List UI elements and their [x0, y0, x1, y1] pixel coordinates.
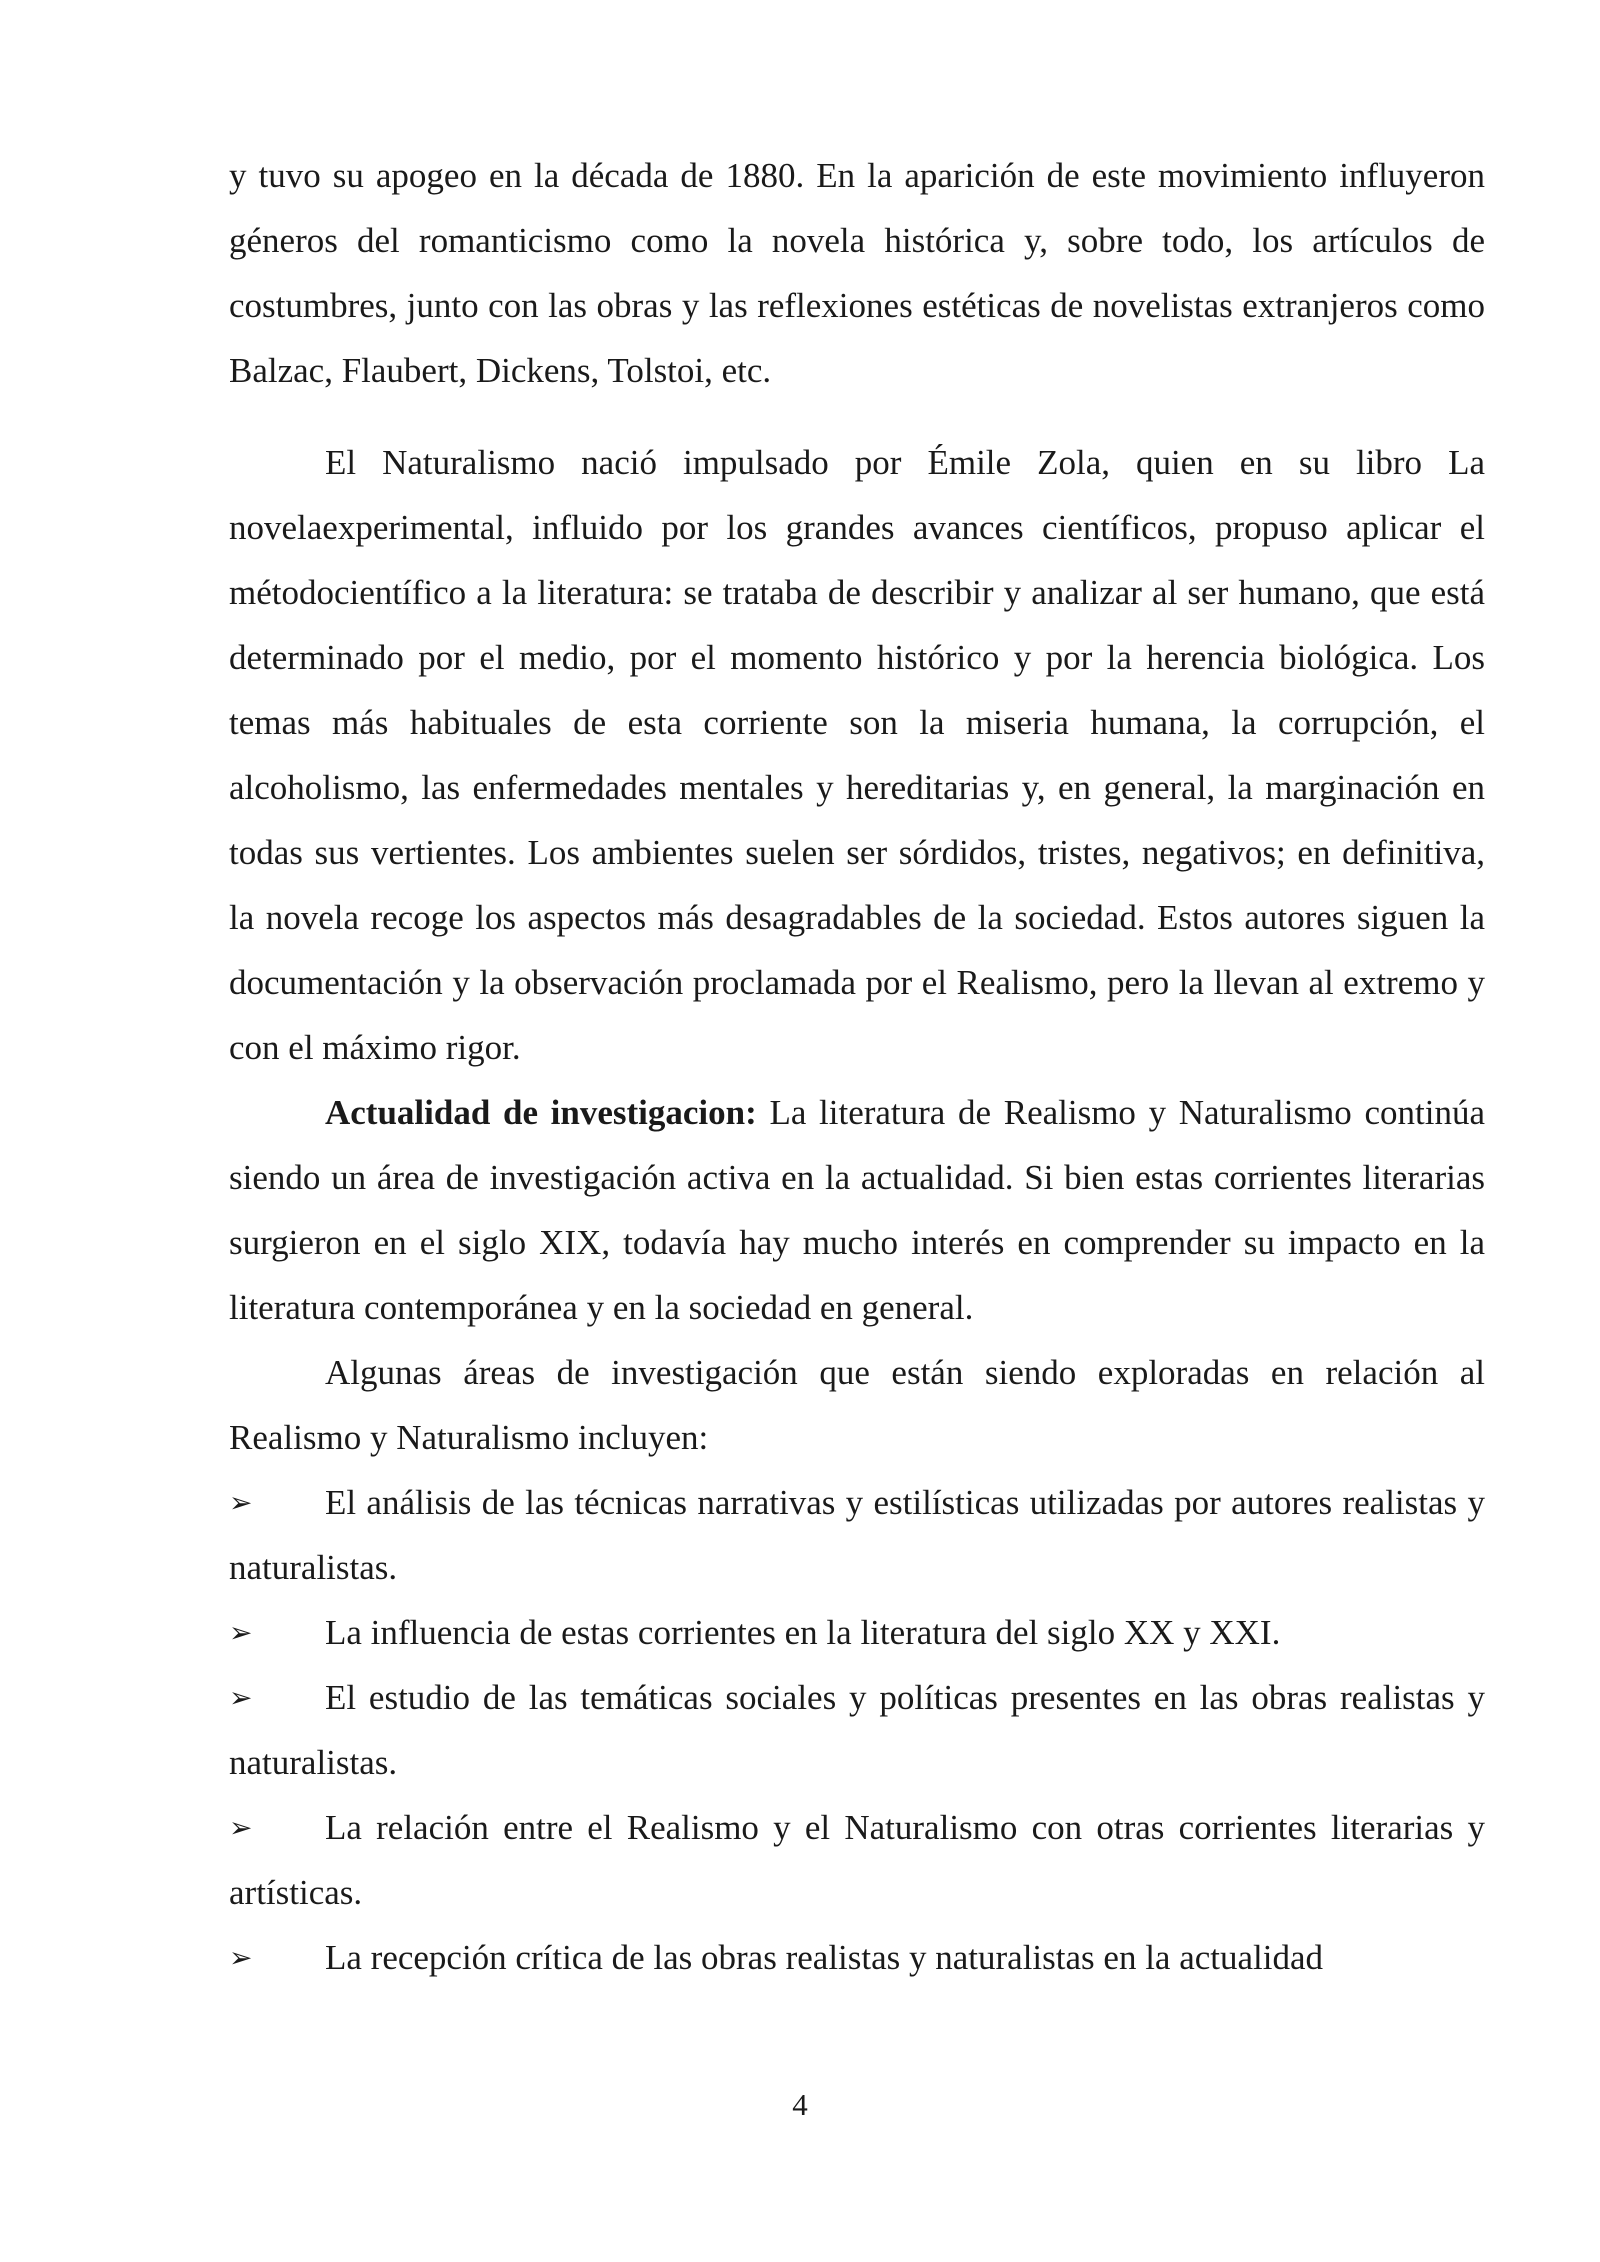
paragraph-research-areas-intro: Algunas áreas de investigación que están siendo exploradas en relación al Realismo y Naturalismo incluyen:	[229, 1353, 1485, 1457]
list-item	[229, 1795, 1485, 1925]
list-item-text: La influencia de estas corrientes en la literatura del siglo XX y XXI.	[325, 1613, 1281, 1652]
arrow-bullet-icon: ➢	[229, 1941, 253, 1974]
list-item-text: El análisis de las técnicas narrativas y estilísticas utilizadas por autores realistas y naturalistas.	[229, 1483, 1485, 1587]
list-item-text: La relación entre el Realismo y el Naturalismo con otras corrientes literarias y artísticas.	[229, 1808, 1485, 1912]
page-number: 4	[792, 2087, 808, 2122]
arrow-bullet-icon: ➢	[229, 1811, 253, 1844]
arrow-bullet-icon: ➢	[229, 1616, 253, 1649]
list-item	[229, 1600, 1485, 1665]
paragraph-current-research	[229, 1080, 1485, 1340]
research-areas-list	[229, 1470, 1485, 1990]
list-item	[229, 1470, 1485, 1600]
list-item	[229, 1925, 1485, 1990]
list-item-text: El estudio de las temáticas sociales y políticas presentes en las obras realistas y naturalistas.	[229, 1678, 1485, 1782]
paragraph-current-research-text: La literatura de Realismo y Naturalismo continúa siendo un área de investigación activa en la actualidad. Si bien estas corrientes literarias surgieron en el siglo XIX, todavía hay mucho interés en comprender su impacto en la literatura contemporánea y en la sociedad en general.	[229, 1093, 1485, 1327]
paragraph-realism-origins: y tuvo su apogeo en la década de 1880. En la aparición de este movimiento influyeron géneros del romanticismo como la novela histórica y, sobre todo, los artículos de costumbres, junto con las obras y las reflexiones estéticas de novelistas extranjeros como Balzac, Flaubert, Dickens, Tolstoi, etc.	[229, 156, 1485, 390]
arrow-bullet-icon: ➢	[229, 1486, 253, 1519]
paragraph-naturalism: El Naturalismo nació impulsado por Émile Zola, quien en su libro La novelaexperimental, influido por los grandes avances científicos, propuso aplicar el métodocientífico a la literatura: se trataba de describir y analizar al ser humano, que está determinado por el medio, por el momento histórico y por la herencia biológica. Los temas más habituales de esta corriente son la miseria humana, la corrupción, el alcoholismo, las enfermedades mentales y hereditarias y, en general, la marginación en todas sus vertientes. Los ambientes suelen ser sórdidos, tristes, negativos; en definitiva, la novela recoge los aspectos más desagradables de la sociedad. Estos autores siguen la documentación y la observación proclamada por el Realismo, pero la llevan al extremo y con el máximo rigor.	[229, 443, 1485, 1067]
list-item-text: La recepción crítica de las obras realistas y naturalistas en la actualidad	[325, 1938, 1324, 1977]
arrow-bullet-icon: ➢	[229, 1681, 253, 1714]
page-body	[229, 143, 1485, 1990]
section-heading-current-research: Actualidad de investigacion:	[325, 1093, 757, 1132]
list-item	[229, 1665, 1485, 1795]
